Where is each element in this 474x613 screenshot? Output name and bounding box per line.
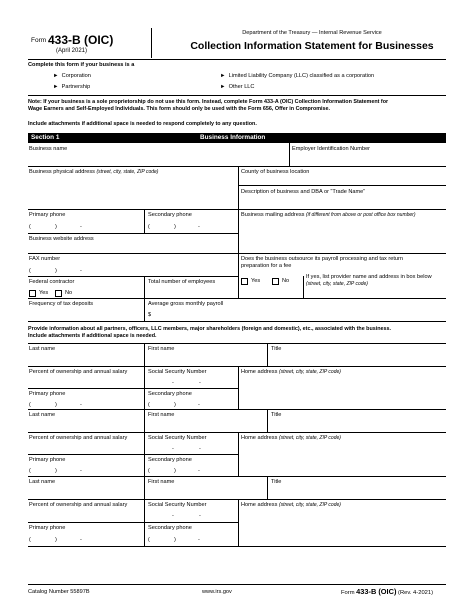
partner-1-home-address[interactable]: Home address (street, city, state, ZIP code) [241, 369, 341, 375]
option-other-llc: ► Other LLC [220, 84, 255, 90]
fax-field[interactable]: FAX number [29, 256, 61, 262]
partner-1-primary-phone[interactable]: Primary phone [29, 391, 66, 397]
outsource-question: Does the business outsource its payroll processing and tax return [241, 256, 403, 262]
partner-1-secondary-phone[interactable]: Secondary phone [148, 391, 192, 397]
section-1-title: Business Information [200, 134, 266, 141]
deposit-frequency-field[interactable]: Frequency of tax deposits [29, 301, 94, 307]
total-employees-field[interactable]: Total number of employees [148, 279, 216, 285]
arrow-right-icon: ► [53, 84, 59, 90]
avg-payroll-field[interactable]: Average gross monthly payroll [148, 301, 224, 307]
partner-3-title[interactable]: Title [271, 479, 282, 485]
partner-3-secondary-phone[interactable]: Secondary phone [148, 525, 192, 531]
outsource-yes-checkbox[interactable] [241, 278, 248, 285]
partner-3-home-address[interactable]: Home address (street, city, state, ZIP code) [241, 502, 341, 508]
partner-1-ssn[interactable]: Social Security Number [148, 369, 207, 375]
outsource-question-cont: preparation for a fee [241, 263, 292, 269]
partner-1-ownership[interactable]: Percent of ownership and annual salary [29, 369, 128, 375]
section-1-header [28, 133, 446, 143]
partner-2-secondary-phone[interactable]: Secondary phone [148, 457, 192, 463]
partner-2-ownership[interactable]: Percent of ownership and annual salary [29, 435, 128, 441]
form-number: 433-B (OIC) [48, 33, 114, 47]
dollar-sign: $ [148, 312, 152, 318]
agency-line: Department of the Treasury — Internal Revenue Service [242, 30, 382, 36]
outsource-no-label: No [282, 278, 290, 284]
arrow-right-icon: ► [220, 73, 226, 79]
partner-2-home-address[interactable]: Home address (street, city, state, ZIP code) [241, 435, 341, 441]
primary-phone-field[interactable]: Primary phone [29, 212, 66, 218]
option-partnership: ► Partnership [53, 84, 91, 90]
partner-2-ssn[interactable]: Social Security Number [148, 435, 207, 441]
attachments-note: Include attachments if additional space is needed to respond completely to any question. [28, 121, 257, 127]
intro-rule [28, 95, 446, 96]
complete-if-label: Complete this form if your business is a [28, 62, 135, 68]
partner-1-title[interactable]: Title [271, 346, 282, 352]
outsource-yes-label: Yes [251, 278, 261, 284]
note-line-2: Wage Earners and Self-Employed Individuals. This form should only be used with the Form 656, Offer in Compromise. [28, 106, 331, 112]
contractor-yes-checkbox[interactable] [29, 290, 36, 297]
partner-1-last-name[interactable]: Last name [29, 346, 56, 352]
county-field[interactable]: County of business location [241, 169, 310, 175]
secondary-phone-field[interactable]: Secondary phone [148, 212, 192, 218]
ein-field[interactable]: Employer Identification Number [292, 146, 371, 152]
physical-address-field[interactable]: Business physical address (street, city, state, ZIP code) [29, 169, 159, 175]
option-llc-corporation: ► Limited Liability Company (LLC) classified as a corporation [220, 73, 375, 79]
contractor-no-label: No [65, 290, 73, 296]
partner-3-primary-phone[interactable]: Primary phone [29, 525, 66, 531]
partners-intro-cont: Include attachments if additional space is needed. [28, 333, 157, 339]
note-line-1: Note: If your business is a sole proprietorship do not use this form. Instead, complete Form 433-A (OIC) Collection Information Statement for [28, 99, 389, 105]
website-field[interactable]: Business website address [29, 236, 94, 242]
form-page: Form 433-B (OIC) (April 2021) Department of the Treasury — Internal Revenue Service Collection Information Statement for Businesses Complete this form if your business is a ► Corporation ► Partnership ► Limited Liability Company (LLC) classified as a corporation ► Other LLC Note: If your business is a sole proprietorship do not use this form. Instead, complete Form 433-A (OIC) Collection Information Statement for Wage Earners and Self-Employed Individuals. This form should only be used with the Form 656, Offer in Compromise. Include attachments if additional space is needed to respond completely to any question. Section 1 Business Information Business name Employer Identification Number Business physical address (street, city, state, ZIP code) County of business location Description of business and DBA or “Trade Name” Primary phone ( ) - Secondary phone ( ) - Business mailing address (if different from above or post office box number) Business website address FAX number ( ) - Does the business outsource its payroll processing and tax return preparation for a fee Yes No If yes, list provider name and address in box below (street, city, state, ZIP code) Federal contractor Yes No Total number of employees Frequency of tax deposits Average gross monthly payroll $ Provide information about all partners, officers, LLC members, major shareholders (foreign and domestic), etc., associated with the business. Include attachments if additional space is needed. Last name First name Title Percent of ownership and annual salary Social Security Number - - Home address (street, city, state, ZIP code) Primary phone ( ) - Secondary phone ( ) - Last name First name Title Percent of ownership and annual salary Social Security Number - - Home address (street, city, state, ZIP code) Primary phone ( ) - Secondary phone ( ) - Last name First name Title Percent of ownership and annual salary Social Security Number - - Home address (street, city, state, ZIP code) Primary phone ( ) - Secondary phone ( ) - Catalog Number 55897B www.irs.gov Form 433-B (OIC) (Rev. 4-2021) [0, 0, 474, 613]
partner-2-primary-phone[interactable]: Primary phone [29, 457, 66, 463]
federal-contractor-label: Federal contractor [29, 279, 75, 285]
partner-3-last-name[interactable]: Last name [29, 479, 56, 485]
arrow-right-icon: ► [220, 84, 226, 90]
partner-1-first-name[interactable]: First name [148, 346, 175, 352]
option-corporation: ► Corporation [53, 73, 91, 79]
partner-3-ssn[interactable]: Social Security Number [148, 502, 207, 508]
provider-instruction-hint: (street, city, state, ZIP code) [306, 281, 368, 287]
arrow-right-icon: ► [53, 73, 59, 79]
partner-2-first-name[interactable]: First name [148, 412, 175, 418]
form-word: Form [31, 37, 47, 44]
description-field[interactable]: Description of business and DBA or “Trade Name” [241, 189, 366, 195]
catalog-number: Catalog Number 55897B [28, 589, 90, 595]
partners-intro: Provide information about all partners, officers, LLC members, major shareholders (foreign and domestic), etc., associated with the business. [28, 326, 392, 332]
mailing-address-field[interactable]: Business mailing address (if different from above or post office box number) [241, 212, 416, 218]
partner-3-first-name[interactable]: First name [148, 479, 175, 485]
section-1-label: Section 1 [31, 134, 60, 141]
partner-3-ownership[interactable]: Percent of ownership and annual salary [29, 502, 128, 508]
form-title: Collection Information Statement for Businesses [190, 40, 434, 52]
form-date: (April 2021) [56, 48, 88, 54]
header-rule [28, 59, 446, 60]
partner-2-title[interactable]: Title [271, 412, 282, 418]
outsource-no-checkbox[interactable] [272, 278, 279, 285]
business-name-field[interactable]: Business name [29, 146, 68, 152]
partner-2-last-name[interactable]: Last name [29, 412, 56, 418]
contractor-yes-label: Yes [39, 290, 49, 296]
provider-instruction: If yes, list provider name and address in box below [306, 274, 432, 280]
irs-website: www.irs.gov [202, 589, 232, 595]
contractor-no-checkbox[interactable] [55, 290, 62, 297]
footer-form-id: Form 433-B (OIC) (Rev. 4-2021) [341, 587, 434, 596]
